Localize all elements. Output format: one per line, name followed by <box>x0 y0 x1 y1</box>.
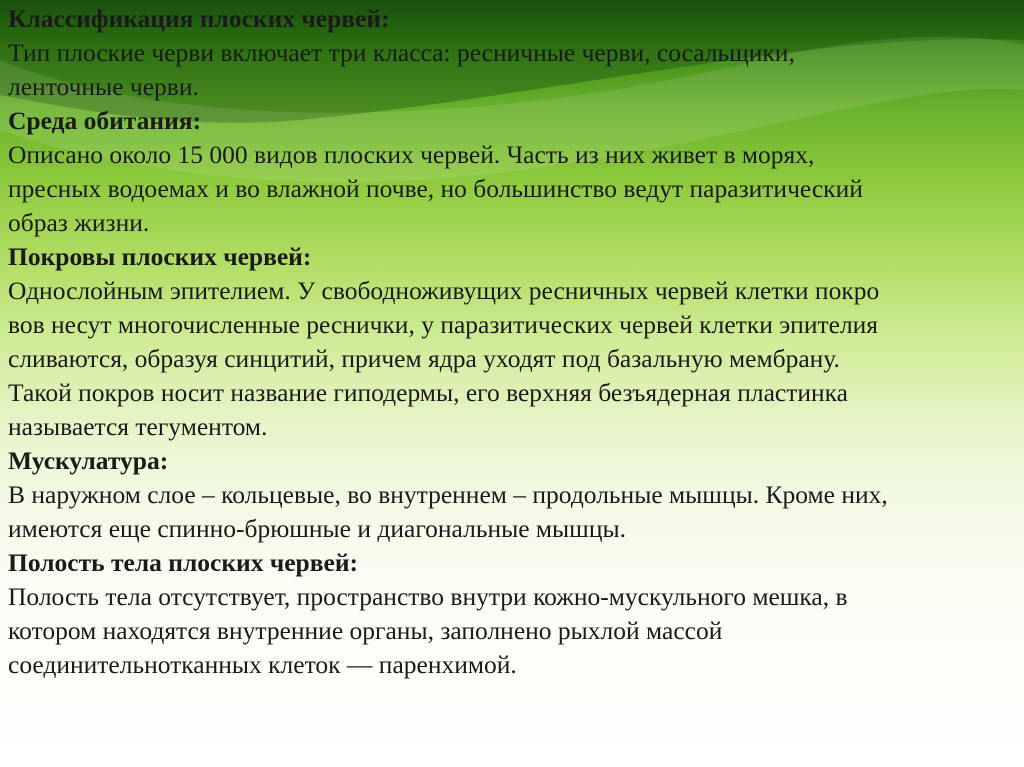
section-heading-habitat: Среда обитания: <box>8 106 202 135</box>
slide-content <box>8 2 1012 682</box>
text-line: Описано около 15 000 видов плоских червей. Часть из них живет в морях, <box>8 140 815 169</box>
text-line: котором находятся внутренние органы, заполнено рыхлой массой <box>8 616 723 645</box>
text-line: образ жизни. <box>8 208 150 237</box>
section-heading-musculature: Мускулатура: <box>8 446 169 475</box>
text-line: соединительнотканных клеток — паренхимой. <box>8 650 517 679</box>
text-line: сливаются, образуя синцитий, причем ядра уходят под базальную мембрану. <box>8 344 840 373</box>
section-heading-integument: Покровы плоских червей: <box>8 242 312 271</box>
text-line: имеются еще спинно-брюшные и диагональные мышцы. <box>8 514 626 543</box>
text-line: пресных водоемах и во влажной почве, но большинство ведут паразитический <box>8 174 863 203</box>
section-heading-classification: Классификация плоских червей: <box>8 4 390 33</box>
section-heading-body-cavity: Полость тела плоских червей: <box>8 548 359 577</box>
text-line: ленточные черви. <box>8 72 199 101</box>
text-line: Тип плоские черви включает три класса: ресничные черви, сосальщики, <box>8 38 795 67</box>
text-line: называется тегументом. <box>8 412 268 441</box>
text-line: вов несут многочисленные реснички, у паразитических червей клетки эпителия <box>8 310 879 339</box>
text-line: В наружном слое – кольцевые, во внутреннем – продольные мышцы. Кроме них, <box>8 480 888 509</box>
text-line: Однослойным эпителием. У свободноживущих ресничных червей клетки покро <box>8 276 880 305</box>
text-line: Полость тела отсутствует, пространство внутри кожно-мускульного мешка, в <box>8 582 848 611</box>
text-line: Такой покров носит название гиподермы, его верхняя безъядерная пластинка <box>8 378 848 407</box>
